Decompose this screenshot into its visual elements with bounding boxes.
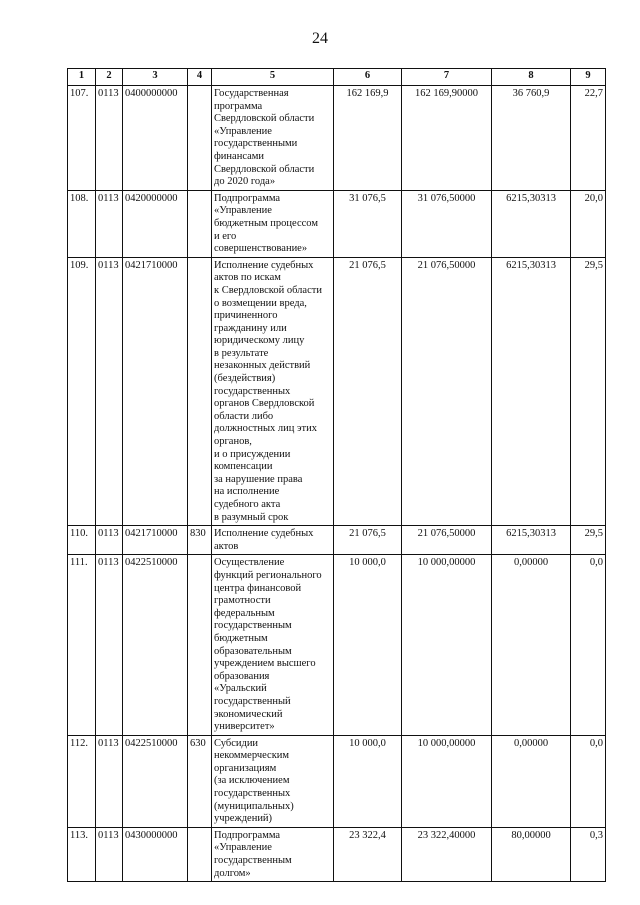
value-col-7: 10 000,00000 bbox=[402, 555, 492, 735]
expense-type bbox=[188, 827, 212, 881]
value-col-8: 6215,30313 bbox=[492, 257, 571, 525]
value-col-9: 0,0 bbox=[571, 555, 606, 735]
col-header-6: 6 bbox=[334, 69, 402, 86]
section-code: 0113 bbox=[96, 86, 123, 191]
value-col-6: 162 169,9 bbox=[334, 86, 402, 191]
expense-type bbox=[188, 257, 212, 525]
value-col-6: 23 322,4 bbox=[334, 827, 402, 881]
value-col-9: 29,5 bbox=[571, 257, 606, 525]
section-code: 0113 bbox=[96, 190, 123, 257]
value-col-9: 0,0 bbox=[571, 735, 606, 827]
row-number: 111. bbox=[68, 555, 96, 735]
value-col-7: 23 322,40000 bbox=[402, 827, 492, 881]
target-code: 0422510000 bbox=[123, 555, 188, 735]
target-code: 0420000000 bbox=[123, 190, 188, 257]
target-code: 0421710000 bbox=[123, 257, 188, 525]
row-number: 110. bbox=[68, 526, 96, 555]
value-col-8: 6215,30313 bbox=[492, 190, 571, 257]
value-col-9: 0,3 bbox=[571, 827, 606, 881]
row-number: 109. bbox=[68, 257, 96, 525]
value-col-7: 162 169,90000 bbox=[402, 86, 492, 191]
value-col-6: 10 000,0 bbox=[334, 555, 402, 735]
item-name: Государственная программа Свердловской области «Управление государственными финансами Свердловской области до 2020 года» bbox=[212, 86, 334, 191]
target-code: 0400000000 bbox=[123, 86, 188, 191]
item-name: Подпрограмма «Управление бюджетным процессом и его совершенствование» bbox=[212, 190, 334, 257]
table-row bbox=[68, 827, 606, 881]
section-code: 0113 bbox=[96, 827, 123, 881]
col-header-1: 1 bbox=[68, 69, 96, 86]
value-col-8: 80,00000 bbox=[492, 827, 571, 881]
table-row bbox=[68, 190, 606, 257]
col-header-5: 5 bbox=[212, 69, 334, 86]
expense-type bbox=[188, 86, 212, 191]
value-col-9: 22,7 bbox=[571, 86, 606, 191]
item-name: Субсидии некоммерческим организациям (за исключением государственных (муниципальных) учреждений) bbox=[212, 735, 334, 827]
table-row bbox=[68, 735, 606, 827]
value-col-8: 0,00000 bbox=[492, 735, 571, 827]
value-col-6: 10 000,0 bbox=[334, 735, 402, 827]
col-header-7: 7 bbox=[402, 69, 492, 86]
value-col-6: 31 076,5 bbox=[334, 190, 402, 257]
section-code: 0113 bbox=[96, 735, 123, 827]
value-col-7: 10 000,00000 bbox=[402, 735, 492, 827]
item-name: Осуществление функций регионального центра финансовой грамотности федеральным государственным бюджетным образовательным учреждением высшего образования «Уральский государственный экономический университет» bbox=[212, 555, 334, 735]
expense-type: 830 bbox=[188, 526, 212, 555]
target-code: 0430000000 bbox=[123, 827, 188, 881]
item-name: Подпрограмма «Управление государственным долгом» bbox=[212, 827, 334, 881]
item-name: Исполнение судебных актов bbox=[212, 526, 334, 555]
row-number: 113. bbox=[68, 827, 96, 881]
value-col-9: 29,5 bbox=[571, 526, 606, 555]
value-col-8: 36 760,9 bbox=[492, 86, 571, 191]
value-col-7: 21 076,50000 bbox=[402, 526, 492, 555]
value-col-8: 0,00000 bbox=[492, 555, 571, 735]
expense-type bbox=[188, 555, 212, 735]
page-number: 24 bbox=[312, 30, 328, 47]
col-header-9: 9 bbox=[571, 69, 606, 86]
item-name: Исполнение судебных актов по искам к Свердловской области о возмещении вреда, причиненного гражданину или юридическому лицу в результате незаконных действий (бездействия) государственных органов Свердловской области либо должностных лиц этих органов, и о присуждении компенсации за нарушение права на исполнение судебного акта в разумный срок bbox=[212, 257, 334, 525]
expense-type bbox=[188, 190, 212, 257]
table-row bbox=[68, 257, 606, 525]
col-header-3: 3 bbox=[123, 69, 188, 86]
row-number: 108. bbox=[68, 190, 96, 257]
table-row bbox=[68, 86, 606, 191]
value-col-7: 21 076,50000 bbox=[402, 257, 492, 525]
row-number: 107. bbox=[68, 86, 96, 191]
budget-table bbox=[67, 68, 606, 882]
col-header-2: 2 bbox=[96, 69, 123, 86]
value-col-6: 21 076,5 bbox=[334, 526, 402, 555]
expense-type: 630 bbox=[188, 735, 212, 827]
section-code: 0113 bbox=[96, 526, 123, 555]
col-header-8: 8 bbox=[492, 69, 571, 86]
value-col-8: 6215,30313 bbox=[492, 526, 571, 555]
table-row bbox=[68, 555, 606, 735]
col-header-4: 4 bbox=[188, 69, 212, 86]
header-row bbox=[68, 69, 606, 86]
value-col-9: 20,0 bbox=[571, 190, 606, 257]
section-code: 0113 bbox=[96, 555, 123, 735]
value-col-6: 21 076,5 bbox=[334, 257, 402, 525]
value-col-7: 31 076,50000 bbox=[402, 190, 492, 257]
table-row bbox=[68, 526, 606, 555]
target-code: 0421710000 bbox=[123, 526, 188, 555]
section-code: 0113 bbox=[96, 257, 123, 525]
target-code: 0422510000 bbox=[123, 735, 188, 827]
row-number: 112. bbox=[68, 735, 96, 827]
